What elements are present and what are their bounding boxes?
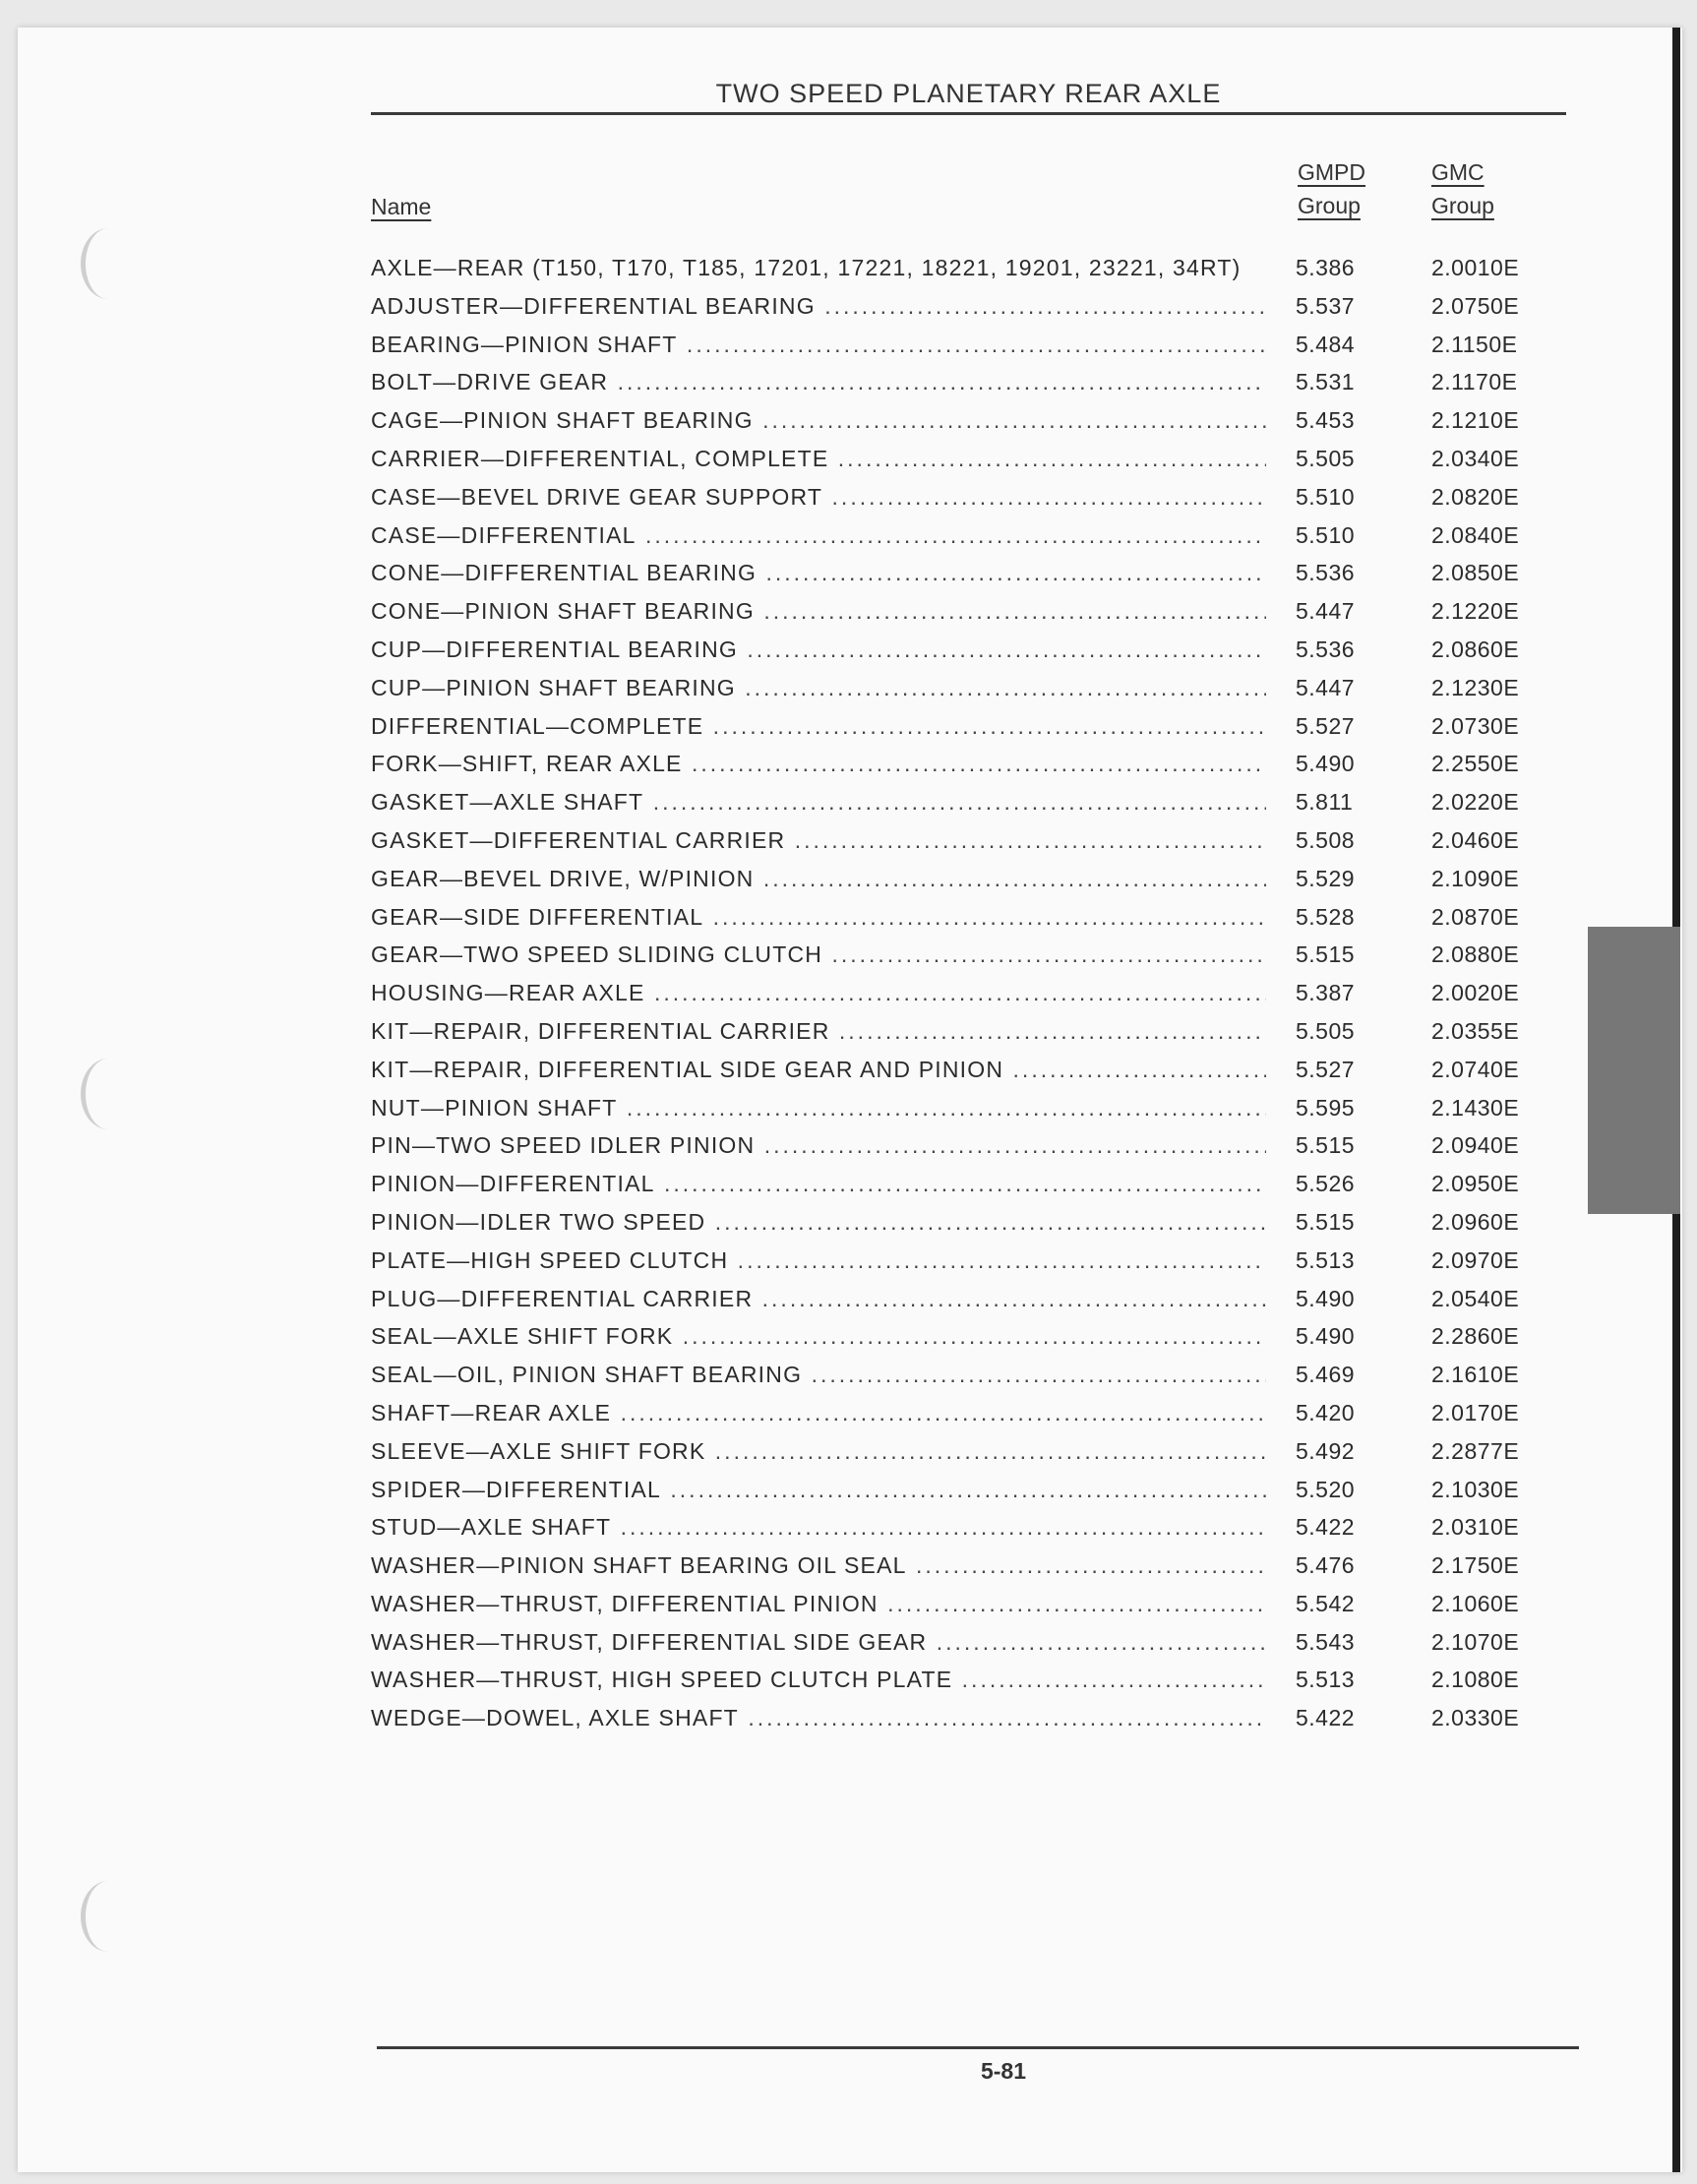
gmc-group-value: 2.0540E bbox=[1431, 1285, 1520, 1311]
gmpd-group-value: 5.537 bbox=[1296, 292, 1356, 319]
gmc-group-value: 2.1610E bbox=[1431, 1362, 1520, 1388]
part-name: PINION—DIFFERENTIAL ..... bbox=[371, 1171, 1266, 1197]
table-row bbox=[371, 866, 1591, 904]
table-row bbox=[371, 484, 1591, 522]
gmc-group-value: 2.1750E bbox=[1431, 1552, 1520, 1579]
part-name: WASHER—THRUST, DIFFERENTIAL SIDE GEAR ..... bbox=[371, 1629, 1266, 1656]
part-name: SEAL—AXLE SHIFT FORK ..... bbox=[371, 1323, 1266, 1350]
gmpd-group-value: 5.520 bbox=[1296, 1476, 1356, 1502]
part-name: KIT—REPAIR, DIFFERENTIAL CARRIER ..... bbox=[371, 1018, 1266, 1045]
table-row bbox=[371, 1095, 1591, 1133]
gmc-group-value: 2.0840E bbox=[1431, 521, 1520, 548]
gmpd-group-value: 5.447 bbox=[1296, 598, 1356, 625]
part-name: SEAL—OIL, PINION SHAFT BEARING ..... bbox=[371, 1362, 1266, 1388]
gmpd-group-value: 5.386 bbox=[1296, 255, 1356, 280]
gmpd-group-value: 5.515 bbox=[1296, 941, 1356, 968]
table-row bbox=[371, 827, 1591, 866]
gmpd-group-value: 5.527 bbox=[1296, 712, 1356, 739]
part-name: BOLT—DRIVE GEAR ..... bbox=[371, 369, 1266, 395]
part-name: BEARING—PINION SHAFT ..... bbox=[371, 332, 1266, 358]
part-name: WASHER—THRUST, HIGH SPEED CLUTCH PLATE ..... bbox=[371, 1667, 1266, 1693]
gmpd-group-value: 5.526 bbox=[1296, 1171, 1356, 1197]
part-name: WASHER—PINION SHAFT BEARING OIL SEAL ..... bbox=[371, 1552, 1266, 1579]
table-row bbox=[371, 1323, 1591, 1362]
gmc-group-value: 2.0860E bbox=[1431, 636, 1520, 662]
table-row bbox=[371, 1247, 1591, 1286]
part-name: CONE—DIFFERENTIAL BEARING ..... bbox=[371, 560, 1266, 586]
gmc-group-value: 2.0970E bbox=[1431, 1246, 1520, 1273]
footer-divider bbox=[377, 2046, 1579, 2049]
gmc-group-value: 2.0170E bbox=[1431, 1399, 1520, 1426]
gmpd-group-value: 5.543 bbox=[1296, 1628, 1356, 1655]
part-name: STUD—AXLE SHAFT ..... bbox=[371, 1514, 1266, 1541]
part-name: DIFFERENTIAL—COMPLETE ..... bbox=[371, 713, 1266, 740]
gmpd-group-value: 5.484 bbox=[1296, 331, 1356, 357]
table-row bbox=[371, 1514, 1591, 1552]
gmc-group-value: 2.0220E bbox=[1431, 789, 1520, 816]
part-name: PLUG—DIFFERENTIAL CARRIER ..... bbox=[371, 1286, 1266, 1312]
part-name: SPIDER—DIFFERENTIAL ..... bbox=[371, 1477, 1266, 1503]
gmc-group-value: 2.0460E bbox=[1431, 826, 1520, 853]
table-row bbox=[371, 522, 1591, 561]
table-row bbox=[371, 1400, 1591, 1438]
table-row bbox=[371, 1705, 1591, 1743]
table-row bbox=[371, 1552, 1591, 1591]
gmpd-group-value: 5.542 bbox=[1296, 1590, 1356, 1616]
part-name: PINION—IDLER TWO SPEED ..... bbox=[371, 1209, 1266, 1236]
part-name: CASE—BEVEL DRIVE GEAR SUPPORT ..... bbox=[371, 484, 1266, 511]
column-header-gmc-group: GMC Group bbox=[1431, 159, 1494, 218]
gmpd-group-value: 5.469 bbox=[1296, 1362, 1356, 1388]
gmpd-group-value: 5.527 bbox=[1296, 1056, 1356, 1082]
gmpd-group-value: 5.528 bbox=[1296, 903, 1356, 930]
table-row bbox=[371, 941, 1591, 980]
gmc-group-value: 2.0010E bbox=[1431, 255, 1520, 280]
part-name: GEAR—SIDE DIFFERENTIAL ..... bbox=[371, 904, 1266, 931]
title-divider bbox=[371, 112, 1566, 115]
binder-hole-top bbox=[81, 228, 136, 299]
part-name: SHAFT—REAR AXLE ..... bbox=[371, 1400, 1266, 1426]
part-name: CARRIER—DIFFERENTIAL, COMPLETE ..... bbox=[371, 446, 1266, 472]
gmc-group-value: 2.2550E bbox=[1431, 751, 1520, 777]
column-header-name: Name bbox=[371, 194, 432, 219]
table-row bbox=[371, 1629, 1591, 1668]
gmpd-group-value: 5.422 bbox=[1296, 1705, 1356, 1731]
gmpd-group-value: 5.422 bbox=[1296, 1514, 1356, 1541]
part-name: PIN—TWO SPEED IDLER PINION ..... bbox=[371, 1132, 1266, 1159]
gmpd-group-value: 5.510 bbox=[1296, 483, 1356, 510]
table-row bbox=[371, 789, 1591, 827]
table-row bbox=[371, 1362, 1591, 1400]
part-name: AXLE—REAR (T150, T170, T185, 17201, 17221, 18221, 19201, 23221, 34RT) bbox=[371, 255, 1242, 280]
gmpd-group-value: 5.490 bbox=[1296, 751, 1356, 777]
part-name: CAGE—PINION SHAFT BEARING ..... bbox=[371, 407, 1266, 434]
gmc-group-value: 2.0020E bbox=[1431, 980, 1520, 1006]
gmc-group-value: 2.0940E bbox=[1431, 1132, 1520, 1159]
gmpd-group-value: 5.387 bbox=[1296, 980, 1356, 1006]
gmpd-group-value: 5.505 bbox=[1296, 1017, 1356, 1044]
table-row bbox=[371, 1171, 1591, 1209]
table-row bbox=[371, 1591, 1591, 1629]
part-name: CASE—DIFFERENTIAL ..... bbox=[371, 522, 1266, 549]
gmpd-group-value: 5.453 bbox=[1296, 407, 1356, 434]
page-number: 5-81 bbox=[980, 2058, 1027, 2084]
table-row bbox=[371, 332, 1591, 370]
gmc-group-value: 2.1430E bbox=[1431, 1094, 1520, 1121]
binder-hole-middle bbox=[81, 1059, 136, 1129]
gmc-group-value: 2.1150E bbox=[1431, 331, 1518, 357]
part-name: KIT—REPAIR, DIFFERENTIAL SIDE GEAR AND PINION ..... bbox=[371, 1057, 1266, 1083]
gmpd-group-value: 5.505 bbox=[1296, 445, 1356, 471]
part-name: GEAR—TWO SPEED SLIDING CLUTCH ..... bbox=[371, 941, 1266, 968]
gmpd-group-value: 5.447 bbox=[1296, 674, 1356, 700]
table-row bbox=[371, 1438, 1591, 1477]
table-row bbox=[371, 369, 1591, 407]
gmpd-group-value: 5.420 bbox=[1296, 1399, 1356, 1426]
part-name: NUT—PINION SHAFT ..... bbox=[371, 1095, 1266, 1122]
gmc-group-value: 2.2877E bbox=[1431, 1437, 1520, 1464]
gmc-group-value: 2.0730E bbox=[1431, 712, 1520, 739]
gmc-group-value: 2.0850E bbox=[1431, 560, 1520, 586]
gmc-group-value: 2.0950E bbox=[1431, 1171, 1520, 1197]
table-row bbox=[371, 1477, 1591, 1515]
gmc-group-value: 2.0310E bbox=[1431, 1514, 1520, 1541]
table-row bbox=[371, 1286, 1591, 1324]
part-name: SLEEVE—AXLE SHIFT FORK ..... bbox=[371, 1438, 1266, 1465]
part-name: WASHER—THRUST, DIFFERENTIAL PINION ..... bbox=[371, 1591, 1266, 1617]
part-name: CONE—PINION SHAFT BEARING ..... bbox=[371, 598, 1266, 625]
part-name: PLATE—HIGH SPEED CLUTCH ..... bbox=[371, 1247, 1266, 1274]
table-row bbox=[371, 1057, 1591, 1095]
gmc-group-value: 2.0750E bbox=[1431, 292, 1520, 319]
gmc-group-value: 2.2860E bbox=[1431, 1323, 1520, 1350]
gmc-group-value: 2.1220E bbox=[1431, 598, 1520, 625]
gmpd-group-value: 5.536 bbox=[1296, 636, 1356, 662]
gmpd-group-value: 5.508 bbox=[1296, 826, 1356, 853]
table-row bbox=[371, 255, 1591, 293]
gmc-group-value: 2.0960E bbox=[1431, 1208, 1520, 1235]
gmc-group-value: 2.0880E bbox=[1431, 941, 1520, 968]
gmpd-group-value: 5.811 bbox=[1296, 789, 1354, 816]
gmc-group-value: 2.1070E bbox=[1431, 1628, 1520, 1655]
table-row bbox=[371, 713, 1591, 752]
gmpd-group-value: 5.513 bbox=[1296, 1246, 1356, 1273]
section-tab-marker bbox=[1588, 927, 1680, 1214]
part-name: WEDGE—DOWEL, AXLE SHAFT ..... bbox=[371, 1705, 1266, 1731]
gmc-group-value: 2.1170E bbox=[1431, 369, 1518, 395]
gmc-group-value: 2.1030E bbox=[1431, 1476, 1520, 1502]
table-row bbox=[371, 1667, 1591, 1705]
parts-table bbox=[371, 255, 1591, 1743]
gmpd-group-value: 5.510 bbox=[1296, 521, 1356, 548]
table-row bbox=[371, 560, 1591, 598]
table-row bbox=[371, 598, 1591, 637]
gmc-group-value: 2.1090E bbox=[1431, 865, 1520, 891]
part-name: ADJUSTER—DIFFERENTIAL BEARING ..... bbox=[371, 293, 1266, 320]
table-row bbox=[371, 1018, 1591, 1057]
gmc-group-value: 2.0740E bbox=[1431, 1056, 1520, 1082]
table-row bbox=[371, 751, 1591, 789]
gmpd-group-value: 5.529 bbox=[1296, 865, 1356, 891]
binder-hole-bottom bbox=[81, 1881, 136, 1952]
page-title: TWO SPEED PLANETARY REAR AXLE bbox=[715, 79, 1222, 108]
table-row bbox=[371, 446, 1591, 484]
gmpd-group-value: 5.595 bbox=[1296, 1094, 1356, 1121]
gmc-group-value: 2.0355E bbox=[1431, 1017, 1520, 1044]
gmpd-group-value: 5.490 bbox=[1296, 1285, 1356, 1311]
gmc-group-value: 2.0820E bbox=[1431, 483, 1520, 510]
table-row bbox=[371, 637, 1591, 675]
gmc-group-value: 2.1230E bbox=[1431, 674, 1520, 700]
table-row bbox=[371, 293, 1591, 332]
table-row bbox=[371, 675, 1591, 713]
gmpd-group-value: 5.536 bbox=[1296, 560, 1356, 586]
part-name: CUP—PINION SHAFT BEARING ..... bbox=[371, 675, 1266, 701]
gmc-group-value: 2.1080E bbox=[1431, 1667, 1520, 1693]
gmpd-group-value: 5.531 bbox=[1296, 369, 1356, 395]
part-name: FORK—SHIFT, REAR AXLE ..... bbox=[371, 751, 1266, 777]
gmc-group-value: 2.0330E bbox=[1431, 1705, 1520, 1731]
gmpd-group-value: 5.492 bbox=[1296, 1437, 1356, 1464]
gmpd-group-value: 5.515 bbox=[1296, 1208, 1356, 1235]
gmpd-group-value: 5.515 bbox=[1296, 1132, 1356, 1159]
gmc-group-value: 2.0340E bbox=[1431, 445, 1520, 471]
table-row bbox=[371, 1132, 1591, 1171]
table-row bbox=[371, 407, 1591, 446]
part-name: HOUSING—REAR AXLE ..... bbox=[371, 980, 1266, 1006]
part-name: GEAR—BEVEL DRIVE, W/PINION ..... bbox=[371, 866, 1266, 892]
table-row bbox=[371, 1209, 1591, 1247]
gmpd-group-value: 5.476 bbox=[1296, 1552, 1356, 1579]
column-header-gmpd-group: GMPD Group bbox=[1298, 159, 1365, 218]
part-name: CUP—DIFFERENTIAL BEARING ..... bbox=[371, 637, 1266, 663]
part-name: GASKET—AXLE SHAFT ..... bbox=[371, 789, 1266, 816]
table-row bbox=[371, 904, 1591, 942]
gmpd-group-value: 5.513 bbox=[1296, 1667, 1356, 1693]
table-row bbox=[371, 980, 1591, 1018]
gmpd-group-value: 5.490 bbox=[1296, 1323, 1356, 1350]
gmc-group-value: 2.1210E bbox=[1431, 407, 1520, 434]
gmc-group-value: 2.0870E bbox=[1431, 903, 1520, 930]
part-name: GASKET—DIFFERENTIAL CARRIER ..... bbox=[371, 827, 1266, 854]
gmc-group-value: 2.1060E bbox=[1431, 1590, 1520, 1616]
